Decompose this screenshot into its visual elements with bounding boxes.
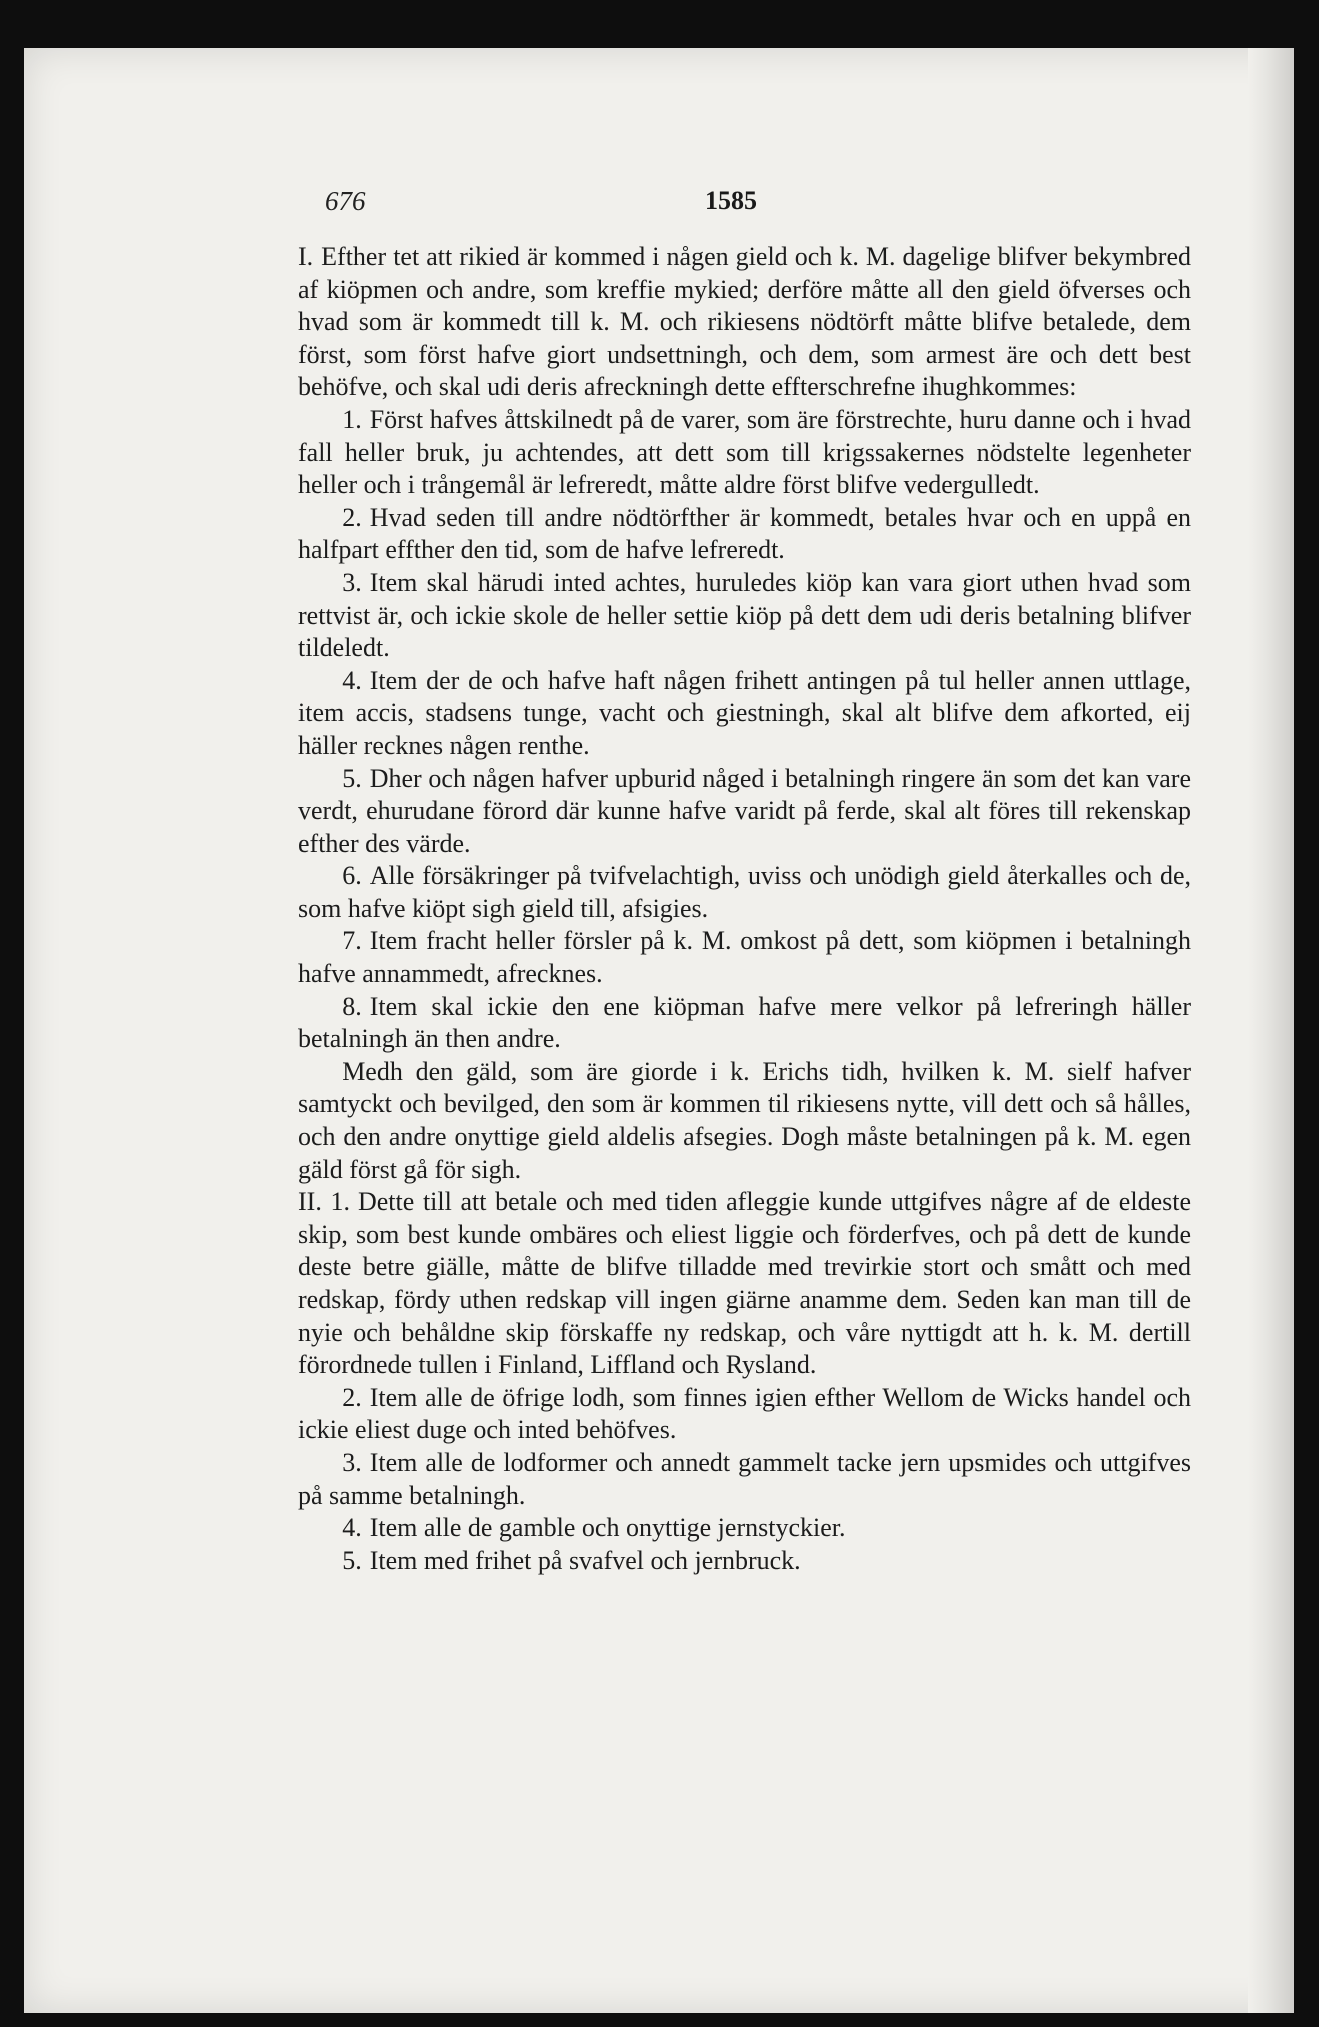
paragraph-number: II. 1. xyxy=(298,1187,350,1217)
year-heading: 1585 xyxy=(705,186,757,215)
paragraph-number: 5. xyxy=(342,763,362,793)
paragraph-text: Först hafves åttskilnedt på de varer, som äre förstrechte, huru danne och i hvad fall heller bruk, ju achtendes, att dett som till krigssakernes nödstelte legenheter heller och i trångemål är lefreredt, måtte aldre först blifve vedergulledt. xyxy=(298,404,1191,500)
paragraph-number: 5. xyxy=(342,1545,362,1575)
paragraph-6 xyxy=(298,860,1191,925)
paragraph-text: Dher och någen hafver upburid någed i betalningh ringere än som det kan vare verdt, ehurudane förord där kunne hafve varidt på ferde, skal alt föres till rekenskap efther des värde. xyxy=(298,763,1191,858)
paragraph-II-4 xyxy=(298,1512,1191,1545)
page-number: 676 xyxy=(325,186,366,216)
paragraph-number: 7. xyxy=(342,926,362,956)
paragraph-7 xyxy=(298,925,1191,990)
paragraph-number: 6. xyxy=(342,861,362,891)
paragraph-8 xyxy=(298,991,1191,1056)
paragraph-II-3 xyxy=(298,1447,1191,1512)
paragraph-3 xyxy=(298,567,1191,665)
paragraph-text: Item der de och hafve haft någen frihett antingen på tul heller annen uttlage, item accis, stadsens tunge, vacht och giestningh, skal alt blifve dem afkorted, eij häller recknes någen renthe. xyxy=(298,665,1191,760)
paragraph-text: Item alle de öfrige lodh, som finnes igien efther Wellom de Wicks handel och ickie eliest duge och inted behöfves. xyxy=(298,1382,1191,1445)
paragraph-text: Hvad seden till andre nödtörfther är kommedt, betales hvar och en uppå en halfpart effther den tid, som de hafve lefreredt. xyxy=(298,502,1191,565)
paragraph-number: 4. xyxy=(342,1513,362,1543)
paragraph-4 xyxy=(298,665,1191,763)
paragraph-number: 1. xyxy=(342,404,362,434)
body-text xyxy=(298,241,1191,1577)
paragraph-number: I. xyxy=(298,242,314,271)
paragraph-text: Item skal härudi inted achtes, huruledes kiöp kan vara giort uthen hvad som rettvist är, och ickie skole de heller settie kiöp på dett dem udi deris betalning blifver tildeledt. xyxy=(298,567,1191,663)
paragraph-text: Item skal ickie den ene kiöpman hafve mere velkor på lefreringh häller betalningh än then andre. xyxy=(298,991,1191,1054)
paragraph-text: Dette till att betale och med tiden afleggie kunde uttgifves någre af de eldeste skip, som best kunde ombäres och eliest liggie och förderfves, och på dett de kunde deste betre giälle, måtte de blifve tilladde med trevirkie stort och smått och med redskap, fördy uthen redskap vill ingen giärne anamme dem. Seden kan man till de nyie och behåldne skip förskaffe ny redskap, och våre nyttigdt att h. k. M. dertill förordnede tullen i Finland, Liffland och Rysland. xyxy=(298,1187,1191,1380)
paragraph-number: 3. xyxy=(342,1447,362,1477)
paragraph-text: Item alle de gamble och onyttige jernstyckier. xyxy=(369,1513,846,1543)
paragraph-5 xyxy=(298,763,1191,861)
paragraph-text: Efther tet att rikied är kommed i någen gield och k. M. dagelige blifver bekymbred af kiöpmen och andre, som kreffie mykied; derföre måtte all den gield öfverses och hvad som är kommedt till k. M. och rikiesens nödtörft måtte blifve betalede, dem först, som först hafve giort undsettningh, och dem, som armest äre och dett best behöfve, och skal udi deris afreckningh dette effterschrefne ihughkommes: xyxy=(298,242,1191,402)
paragraph-number: 2. xyxy=(342,1382,362,1412)
paragraph-I xyxy=(298,241,1191,404)
paragraph-II-2 xyxy=(298,1382,1191,1447)
page-header xyxy=(325,186,795,226)
paragraph-number: 4. xyxy=(342,665,362,695)
paragraph-text: Alle försäkringer på tvifvelachtigh, uviss och unödigh gield återkalles och de, som hafve kiöpt sigh gield till, afsigies. xyxy=(298,861,1191,923)
paragraph-text: Item med frihet på svafvel och jernbruck. xyxy=(369,1545,801,1575)
paragraph-medh xyxy=(298,1056,1191,1186)
paragraph-II xyxy=(298,1186,1191,1382)
paragraph-II-5 xyxy=(298,1545,1191,1578)
paragraph-text: Item alle de lodformer och annedt gammelt tacke jern upsmides och uttgifves på samme betalningh. xyxy=(298,1447,1191,1510)
page-edge-shadow xyxy=(1248,48,1294,2013)
paragraph-number: 2. xyxy=(342,502,362,532)
paragraph-number: 8. xyxy=(342,991,362,1021)
paragraph-2 xyxy=(298,502,1191,567)
paragraph-1 xyxy=(298,404,1191,502)
paragraph-number: 3. xyxy=(342,567,362,597)
paragraph-text: Item fracht heller försler på k. M. omkost på dett, som kiöpmen i betalningh hafve annammedt, afrecknes. xyxy=(298,926,1191,989)
paragraph-text: Medh den gäld, som äre giorde i k. Erichs tidh, hvilken k. M. sielf hafver samtyckt och bevilged, den som är kommen til rikiesens nytte, vill dett och så hålles, och den andre onyttige gield aldelis afsegies. Dogh måste betalningen på k. M. egen gäld först gå för sigh. xyxy=(298,1056,1191,1184)
